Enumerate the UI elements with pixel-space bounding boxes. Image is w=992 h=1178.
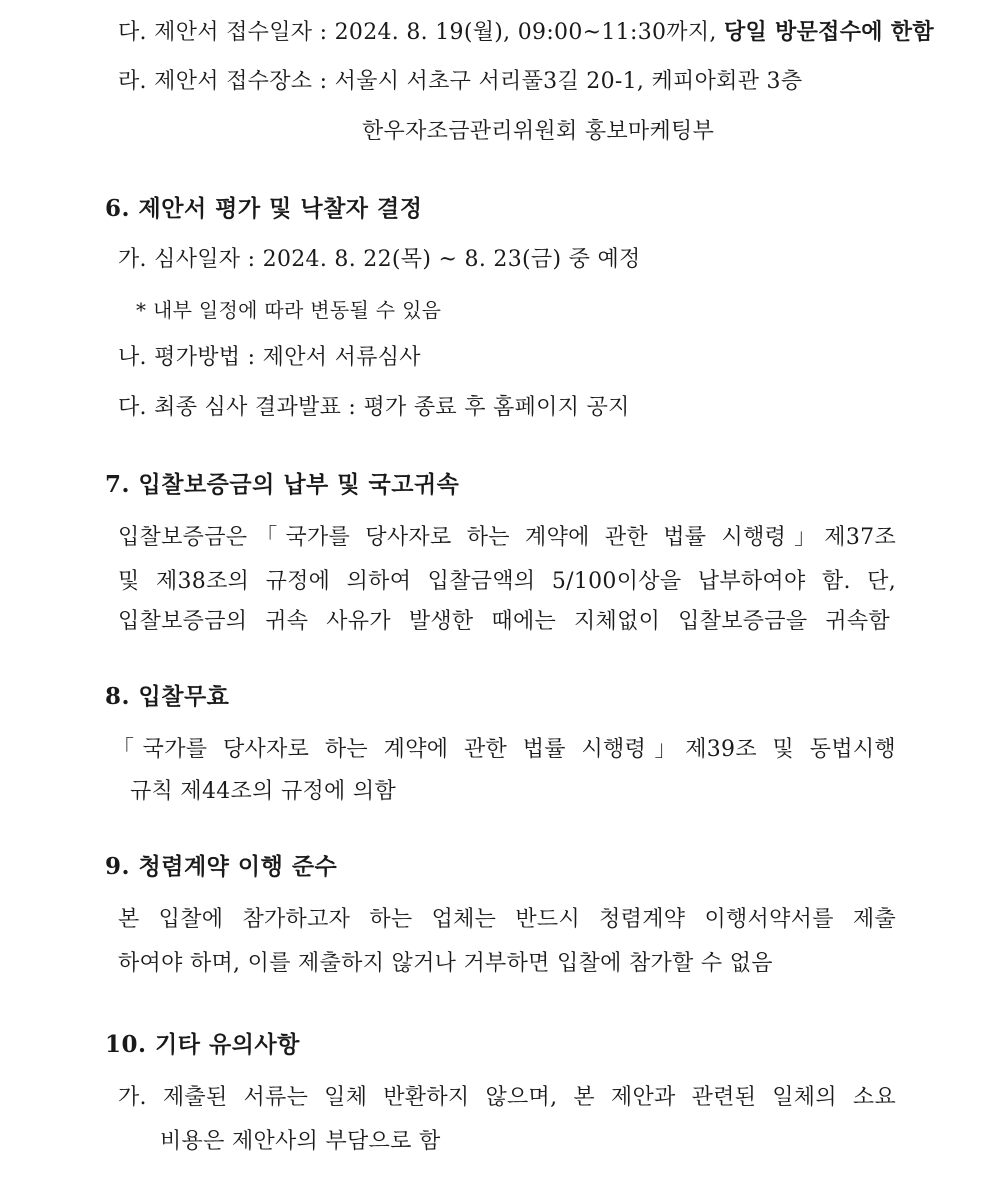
section-7-line: 및 제38조의 규정에 의하여 입찰금액의 5/100이상을 납부하여야 함. 단, <box>118 569 896 594</box>
section-10-heading: 10. 기타 유의사항 <box>105 1031 300 1058</box>
section-8-heading: 8. 입찰무효 <box>105 683 230 710</box>
section-10-item-ga-continued: 비용은 제안사의 부담으로 함 <box>160 1129 441 1154</box>
section-7-heading: 7. 입찰보증금의 납부 및 국고귀속 <box>105 471 460 498</box>
section-6-item-ga: 가. 심사일자 : 2024. 8. 22(목) ~ 8. 23(금) 중 예정 <box>118 247 641 272</box>
section-9-line: 하여야 하며, 이를 제출하지 않거나 거부하면 입찰에 참가할 수 없음 <box>118 951 773 976</box>
section-7-line: 입찰보증금의 귀속 사유가 발생한 때에는 지체없이 입찰보증금을 귀속함 <box>118 609 890 634</box>
intro-item-da-text: 다. 제안서 접수일자 : 2024. 8. 19(월), 09:00~11:30까지, <box>118 20 717 45</box>
section-9-line: 본 입찰에 참가하고자 하는 업체는 반드시 청렴계약 이행서약서를 제출 <box>118 907 896 932</box>
section-6-item-da: 다. 최종 심사 결과발표 : 평가 종료 후 홈페이지 공지 <box>118 395 630 420</box>
intro-item-ra: 라. 제안서 접수장소 : 서울시 서초구 서리풀3길 20-1, 케피아회관 3층 <box>118 69 803 94</box>
section-6-item-na: 나. 평가방법 : 제안서 서류심사 <box>118 345 421 370</box>
section-8-line: 「국가를 당사자로 하는 계약에 관한 법률 시행령」제39조 및 동법시행 <box>112 737 896 762</box>
section-8-line: 규칙 제44조의 규정에 의함 <box>130 779 396 804</box>
intro-item-da <box>118 16 934 49</box>
section-10-item-ga: 가. 제출된 서류는 일체 반환하지 않으며, 본 제안과 관련된 일체의 소요 <box>118 1085 896 1110</box>
intro-item-ra-continued: 한우자조금관리위원회 홍보마케팅부 <box>362 119 715 144</box>
section-6-heading: 6. 제안서 평가 및 낙찰자 결정 <box>105 195 423 222</box>
section-7-line: 입찰보증금은「국가를 당사자로 하는 계약에 관한 법률 시행령」제37조 <box>118 525 896 550</box>
section-9-heading: 9. 청렴계약 이행 준수 <box>105 853 338 880</box>
section-6-note: * 내부 일정에 따라 변동될 수 있음 <box>136 298 442 322</box>
intro-item-da-emphasis: 당일 방문접수에 한함 <box>723 19 934 45</box>
